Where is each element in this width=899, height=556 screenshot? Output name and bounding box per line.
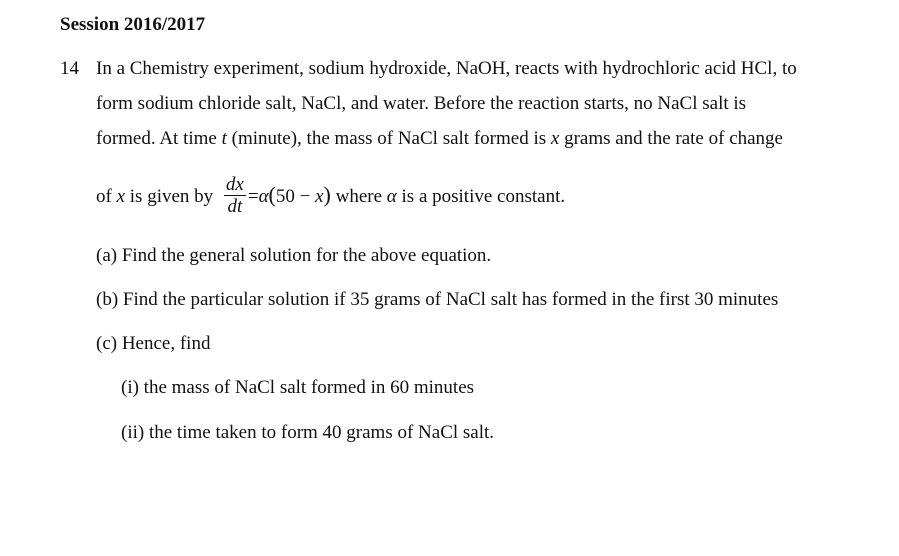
derivative-fraction <box>224 174 246 217</box>
line4-text-c: where <box>330 185 387 207</box>
session-heading: Session 2016/2017 <box>60 14 206 35</box>
question-line-3 <box>96 126 783 152</box>
equation-inner: 50 − <box>275 185 316 207</box>
fraction-denominator: dt <box>227 196 243 217</box>
line3-text-c: grams and the rate of change <box>559 128 783 149</box>
line4-text-b: is given by <box>125 185 218 207</box>
question-line-4 <box>96 176 565 219</box>
variable-x: x <box>116 185 126 207</box>
question-number: 14 <box>60 58 79 79</box>
alpha-symbol: α <box>258 185 269 207</box>
line4-text-d: is a positive constant. <box>396 185 566 207</box>
line4-text-a: of <box>96 185 117 207</box>
part-a: (a) Find the general solution for the above equation. <box>96 245 492 266</box>
alpha-symbol-2: α <box>386 185 397 207</box>
equation-variable-x: x <box>315 185 324 207</box>
equals-sign: = <box>247 185 259 207</box>
part-b: (b) Find the particular solution if 35 grams of NaCl salt has formed in the first 30 minutes <box>96 289 779 310</box>
question-line-1: In a Chemistry experiment, sodium hydroxide, NaOH, reacts with hydrochloric acid HCl, to <box>96 58 797 79</box>
part-c-ii: (ii) the time taken to form 40 grams of NaCl salt. <box>121 422 495 443</box>
line3-text-a: formed. At time <box>96 128 222 149</box>
left-paren: ( <box>268 181 276 207</box>
part-c: (c) Hence, find <box>96 333 211 354</box>
fraction-numerator: dx <box>225 174 244 195</box>
variable-x: x <box>550 128 560 149</box>
variable-t: t <box>221 128 227 149</box>
part-c-i: (i) the mass of NaCl salt formed in 60 minutes <box>121 377 475 398</box>
question-line-2: form sodium chloride salt, NaCl, and water. Before the reaction starts, no NaCl salt is <box>96 93 747 114</box>
line3-text-b: (minute), the mass of NaCl salt formed is <box>226 128 551 149</box>
right-paren: ) <box>323 181 331 207</box>
